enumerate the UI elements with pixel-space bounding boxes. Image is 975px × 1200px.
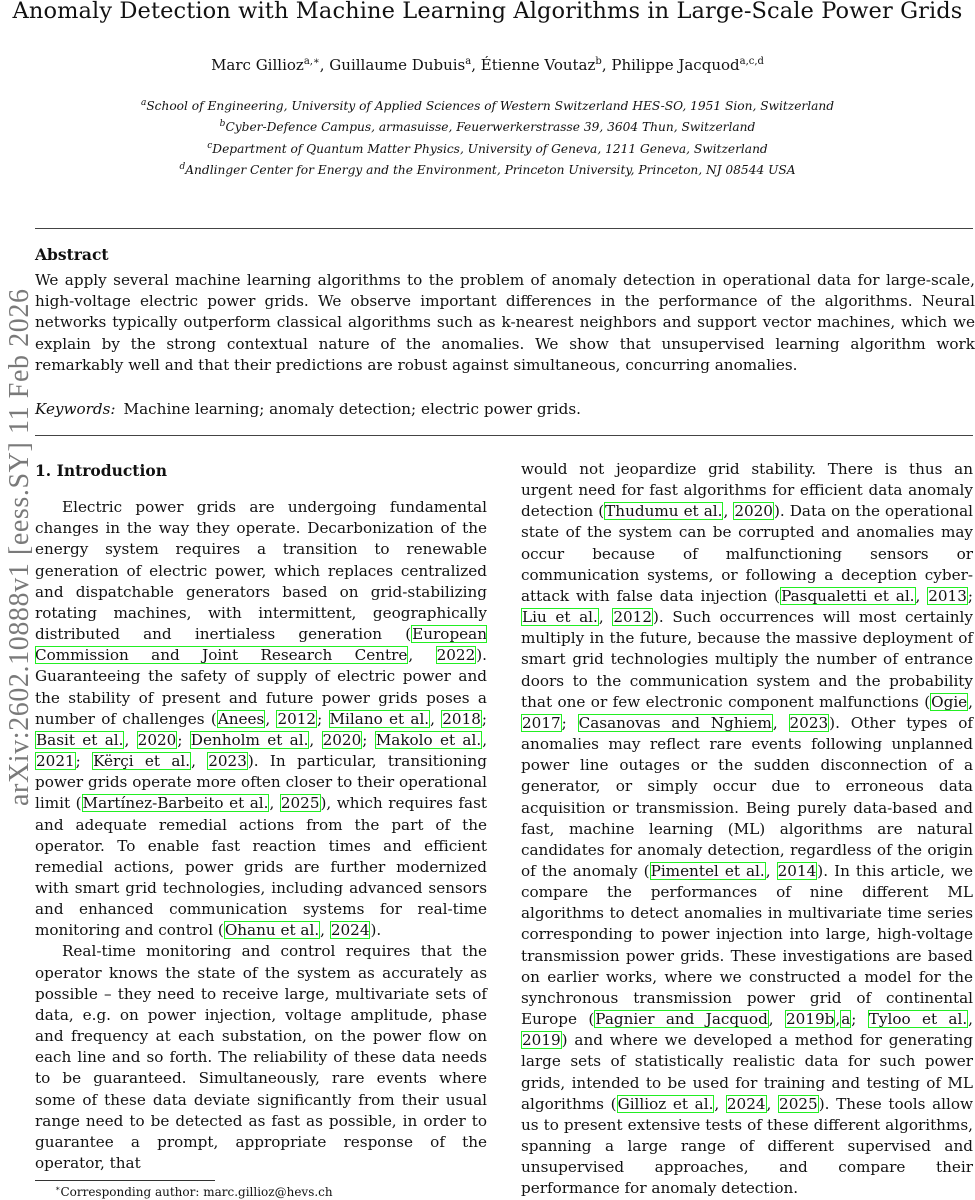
- keywords: [35, 400, 581, 418]
- citation-link[interactable]: Gillioz et al.: [617, 1094, 714, 1113]
- citation-link[interactable]: Martínez-Barbeito et al.: [82, 794, 269, 813]
- affiliation-list: [0, 94, 975, 179]
- affiliation-text: Department of Quantum Matter Physics, University of Geneva, 1211 Geneva, Switzerland: [212, 141, 768, 156]
- citation-link[interactable]: Thudumu et al.: [605, 502, 723, 521]
- citation-link[interactable]: Pimentel et al.: [650, 861, 765, 880]
- citation-link[interactable]: Anees: [217, 709, 265, 728]
- paragraph: Real-time monitoring and control requires that the operator knows the state of the system as accurately as possible – they need to receive large, multivariate sets of data, e.g. on power injection, voltage amplitude, phase and frequency at each substation, on the power flow on each line and so forth. The reliability of these data needs to be guaranteed. Simultaneously, rare events where some of these data deviate significantly from their usual range need to be detected as fast as possible, in order to guarantee a prompt, appropriate response of the operator, that: [35, 942, 487, 1172]
- citation-link[interactable]: 2019b: [786, 1010, 835, 1029]
- citation-link[interactable]: 2019: [522, 1031, 561, 1050]
- footnote: [55, 1184, 333, 1199]
- citation-link[interactable]: Makolo et al.: [375, 730, 482, 749]
- abstract-heading: Abstract: [35, 245, 109, 264]
- affiliation: [0, 94, 975, 115]
- citation-link[interactable]: Liu et al.: [522, 608, 598, 627]
- citation-link[interactable]: 2021: [36, 752, 75, 771]
- paragraph: would not jeopardize grid stability. There is thus an urgent need for fast algorithms for efficient data anomaly detection (Thudumu et al., 2020). Data on the operational state of the system can be corrupted and anomalies may occur because of malfunctioning sensors or communication systems, or following a deception cyber-attack with false data injection (Pasqualetti et al., 2013; Liu et al., 2012). Such occurrences will most certainly multiply in the future, because the massive deployment of smart grid technologies multiply the number of entrance doors to the communication system and the probability that one or few electronic component malfunctions (Ogie, 2017; Casanovas and Nghiem, 2023). Other types of anomalies may reflect rare events following unplanned power line outages or the sudden disconnection of a generator, or simply occur due to erroneous data acquisition or transmission. Being purely data-based and fast, machine learning (ML) algorithms are natural candidates for anomaly detection, regardless of the origin of the anomaly (Pimentel et al., 2014). In this article, we compare the performances of nine different ML algorithms to detect anomalies in multivariate time series corresponding to power injection into large, high-voltage transmission power grids. These investigations are based on earlier works, where we constructed a model for the synchronous transmission power grid of continental Europe (Pagnier and Jacquod, 2019b,a; Tyloo et al., 2019) and where we developed a method for generating large sets of statistically realistic data for such power grids, intended to be used for training and testing of ML algorithms (Gillioz et al., 2024, 2025). These tools allow us to present extensive tests of these different algorithms, spanning a large range of different supervised and unsupervised approaches, and compare their performance for anomaly detection.: [521, 460, 974, 1198]
- citation-link[interactable]: Ohanu et al.: [224, 921, 320, 940]
- affiliation: [0, 115, 975, 136]
- affiliation-text: School of Engineering, University of Applied Sciences of Western Switzerland HES-SO, 1951 Sion, Switzerland: [146, 99, 835, 114]
- arxiv-identifier: arXiv:2602.10888v1 [eess.SY] 11 Feb 2026: [4, 288, 35, 806]
- affiliation: [0, 137, 975, 158]
- citation-link[interactable]: Kërçi et al.: [93, 752, 191, 771]
- affiliation-mark: d: [179, 162, 186, 173]
- author-list: Marc Gillioz$^{a,∗}$, Guillaume Dubuis$^a$, Étienne Voutaz$^b$, Philippe Jacquod$^{a,c,d}$: [211, 56, 764, 74]
- citation-link[interactable]: 2017: [522, 713, 561, 732]
- footnote-mark: ∗: [55, 1184, 61, 1193]
- citation-link[interactable]: 2012: [277, 709, 317, 728]
- citation-link[interactable]: 2018: [442, 709, 481, 728]
- citation-link[interactable]: 2012: [613, 608, 652, 627]
- abstract-bottom-rule: [35, 435, 973, 436]
- citation-link[interactable]: European Commission and Joint Research Centre: [35, 625, 487, 665]
- citation-link[interactable]: Pagnier and Jacquod: [595, 1010, 768, 1029]
- affiliation-text: Cyber-Defence Campus, armasuisse, Feuerwerkerstrasse 39, 3604 Thun, Switzerland: [225, 120, 756, 135]
- citation-link[interactable]: Basit et al.: [36, 730, 124, 749]
- citation-link[interactable]: Casanovas and Nghiem: [578, 713, 772, 732]
- left-column: [35, 460, 487, 1174]
- affiliation-mark: c: [207, 140, 213, 151]
- footnote-rule: [35, 1180, 215, 1181]
- abstract-text: We apply several machine learning algorithms to the problem of anomaly detection in operational data for large-scale, high-voltage electric power grids. We observe important differences in the performance of the algorithms. Neural networks typically outperform classical algorithms such as k-nearest neighbors and support vector machines, which we explain by the strong contextual nature of the anomalies. We show that unsupervised learning algorithm work remarkably well and that their predictions are robust against simultaneous, concurring anomalies.: [35, 271, 975, 374]
- citation-link[interactable]: 2023: [789, 713, 829, 732]
- citation-link[interactable]: 2020: [322, 730, 362, 749]
- citation-link[interactable]: Denholm et al.: [190, 730, 309, 749]
- citation-link[interactable]: 2023: [208, 752, 247, 771]
- citation-link[interactable]: Pasqualetti et al.: [781, 586, 915, 605]
- author: Guillaume Dubuis: [329, 56, 466, 74]
- author: Philippe Jacquod: [611, 56, 740, 74]
- affiliation-mark: b: [219, 119, 226, 130]
- author-affiliation-mark: a: [465, 56, 472, 67]
- author: Étienne Voutaz: [480, 56, 596, 74]
- section-heading: 1. Introduction: [35, 461, 167, 480]
- right-column: [521, 459, 973, 1199]
- citation-link[interactable]: 2014: [777, 861, 817, 880]
- citation-link[interactable]: 2025: [779, 1094, 818, 1113]
- affiliation-mark: a: [140, 98, 147, 108]
- affiliation-text: Andlinger Center for Energy and the Environment, Princeton University, Princeton, NJ 08544 USA: [185, 163, 796, 178]
- citation-link[interactable]: Ogie: [931, 692, 968, 711]
- author-affiliation-mark: a,∗: [303, 56, 320, 67]
- paper-title: Anomaly Detection with Machine Learning Algorithms in Large-Scale Power Grids: [12, 0, 963, 24]
- citation-link[interactable]: 2020: [734, 502, 773, 521]
- author-affiliation-mark: b: [595, 56, 602, 67]
- author-affiliation-mark: a,c,d: [739, 56, 764, 67]
- citation-link[interactable]: 2022: [436, 646, 476, 665]
- keywords-text: Machine learning; anomaly detection; electric power grids.: [123, 400, 581, 418]
- footnote-text: Corresponding author: marc.gillioz@hevs.ch: [60, 1185, 333, 1199]
- keywords-label: Keywords:: [35, 400, 116, 418]
- citation-link[interactable]: 2013: [928, 586, 967, 605]
- citation-link[interactable]: Tyloo et al.: [868, 1010, 968, 1029]
- abstract-top-rule: [35, 228, 973, 229]
- citation-link[interactable]: 2024: [726, 1094, 766, 1113]
- citation-link[interactable]: a: [841, 1010, 851, 1029]
- citation-link[interactable]: 2025: [280, 794, 320, 813]
- citation-link[interactable]: Milano et al.: [329, 709, 430, 728]
- citation-link[interactable]: 2020: [137, 730, 177, 749]
- citation-link[interactable]: 2024: [330, 921, 370, 940]
- paragraph: Electric power grids are undergoing fundamental changes in the way they operate. Decarbonization of the energy system requires a transition to renewable generation of electric power, which replaces centralized and dispatchable generators based on grid-stabilizing rotating machines, with intermittent, geographically distributed and inertialess generation (European Commission and Joint Research Centre, 2022). Guaranteeing the safety of supply of electric power and the stability of present and future power grids poses a number of challenges (Anees, 2012; Milano et al., 2018; Basit et al., 2020; Denholm et al., 2020; Makolo et al., 2021; Kërçi et al., 2023). In particular, transitioning power grids operate more often closer to their operational limit (Martínez-Barbeito et al., 2025), which requires fast and adequate remedial actions from the part of the operator. To enable fast reaction times and efficient remedial actions, power grids are further modernized with smart grid technologies, including advanced sensors and enhanced communication systems for real-time monitoring and control (Ohanu et al., 2024).: [35, 498, 488, 940]
- author: Marc Gillioz: [211, 56, 304, 74]
- affiliation: [0, 158, 975, 179]
